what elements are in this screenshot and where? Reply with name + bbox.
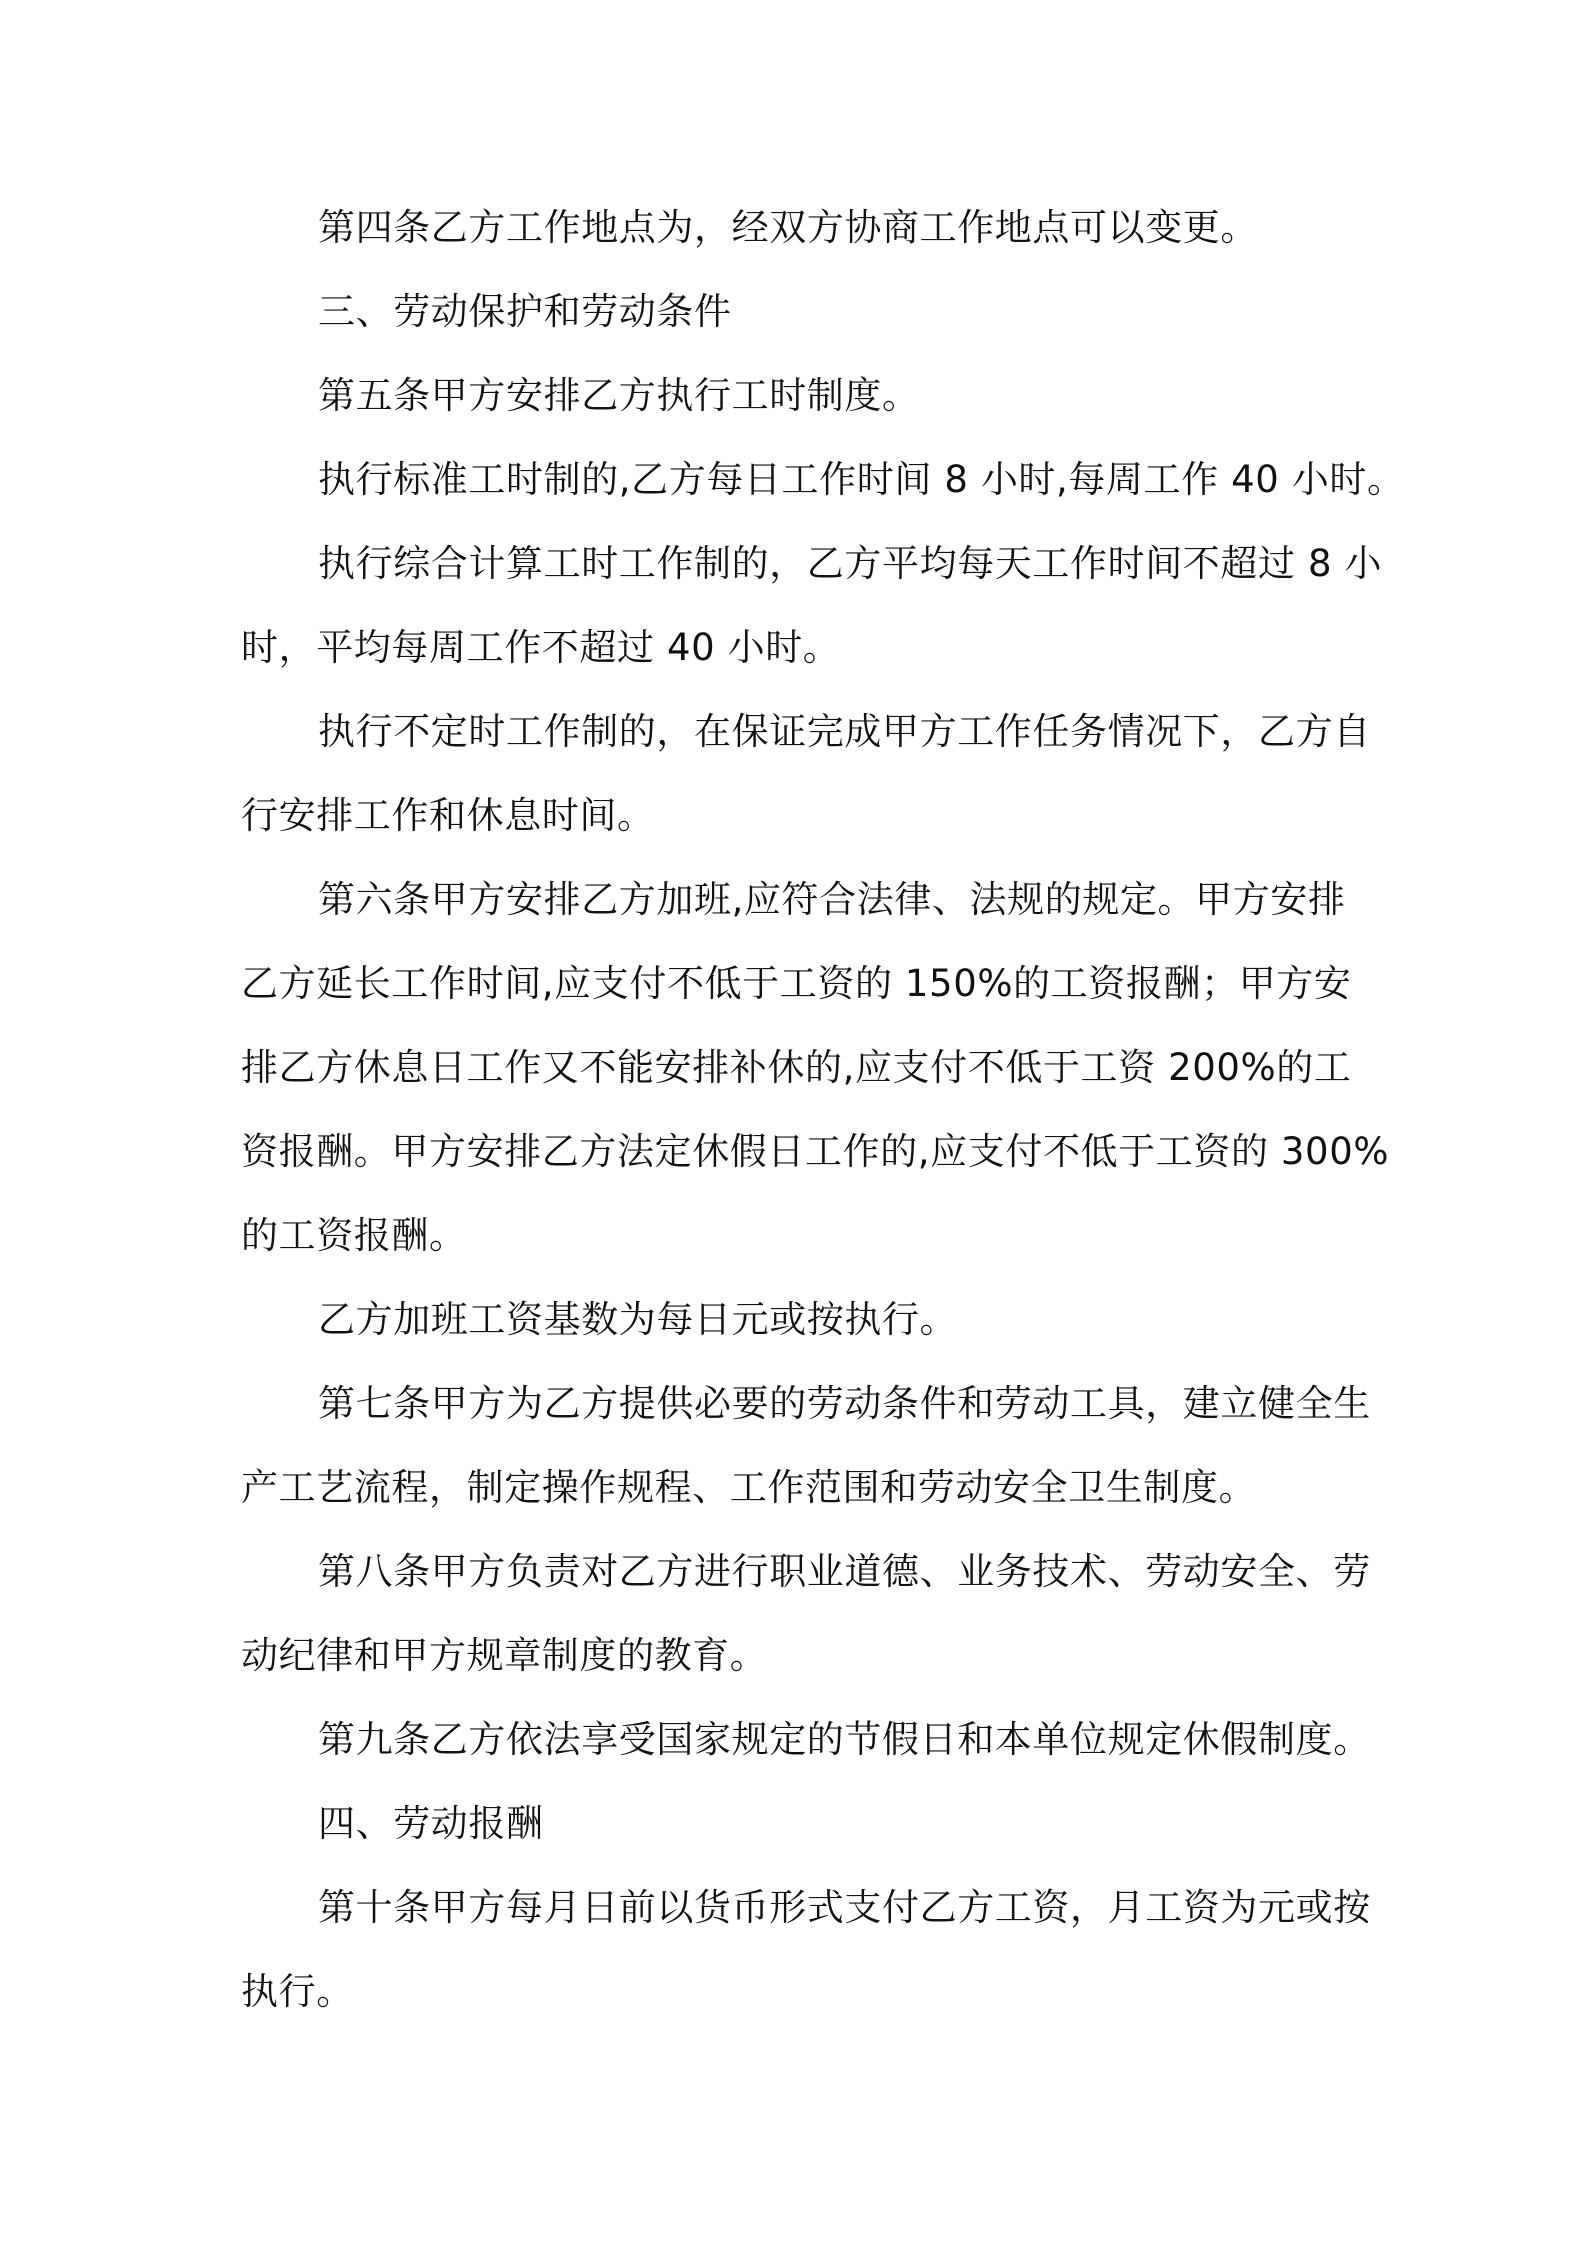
article-6-line-1: 第六条甲方安排乙方加班,应符合法律、法规的规定。甲方安排	[318, 878, 1346, 921]
article-6-line-2: 乙方延长工作时间,应支付不低于工资的 150%的工资报酬；甲方安	[241, 962, 1352, 1005]
comprehensive-hours-line-2: 时，平均每周工作不超过 40 小时。	[241, 626, 841, 669]
article-10-line-1: 第十条甲方每月日前以货币形式支付乙方工资，月工资为元或按	[318, 1886, 1371, 1929]
article-7-line-1: 第七条甲方为乙方提供必要的劳动条件和劳动工具，建立健全生	[318, 1382, 1371, 1425]
overtime-base-line-1: 乙方加班工资基数为每日元或按执行。	[318, 1298, 958, 1341]
article-8-line-1: 第八条甲方负责对乙方进行职业道德、业务技术、劳动安全、劳	[318, 1550, 1371, 1593]
article-6-line-4: 资报酬。甲方安排乙方法定休假日工作的,应支付不低于工资的 300%	[241, 1130, 1390, 1173]
flexible-hours-line-1: 执行不定时工作制的，在保证完成甲方工作任务情况下，乙方自	[318, 710, 1371, 753]
section-4-heading: 四、劳动报酬	[318, 1802, 544, 1845]
article-4-line-1: 第四条乙方工作地点为，经双方协商工作地点可以变更。	[318, 206, 1258, 249]
section-3-heading: 三、劳动保护和劳动条件	[318, 290, 732, 333]
article-7-line-2: 产工艺流程，制定操作规程、工作范围和劳动安全卫生制度。	[241, 1466, 1257, 1509]
article-8-line-2: 动纪律和甲方规章制度的教育。	[241, 1634, 768, 1677]
article-6-line-5: 的工资报酬。	[241, 1214, 467, 1257]
flexible-hours-line-2: 行安排工作和休息时间。	[241, 794, 655, 837]
article-10-line-2: 执行。	[241, 1970, 354, 2013]
article-5-line-1: 第五条甲方安排乙方执行工时制度。	[318, 374, 920, 417]
article-6-line-3: 排乙方休息日工作又不能安排补休的,应支付不低于工资 200%的工	[241, 1046, 1352, 1089]
comprehensive-hours-line-1: 执行综合计算工时工作制的，乙方平均每天工作时间不超过 8 小	[318, 542, 1383, 585]
article-9-line-1: 第九条乙方依法享受国家规定的节假日和本单位规定休假制度。	[318, 1718, 1371, 1761]
standard-hours-line-1: 执行标准工时制的,乙方每日工作时间 8 小时,每周工作 40 小时。	[318, 458, 1405, 501]
